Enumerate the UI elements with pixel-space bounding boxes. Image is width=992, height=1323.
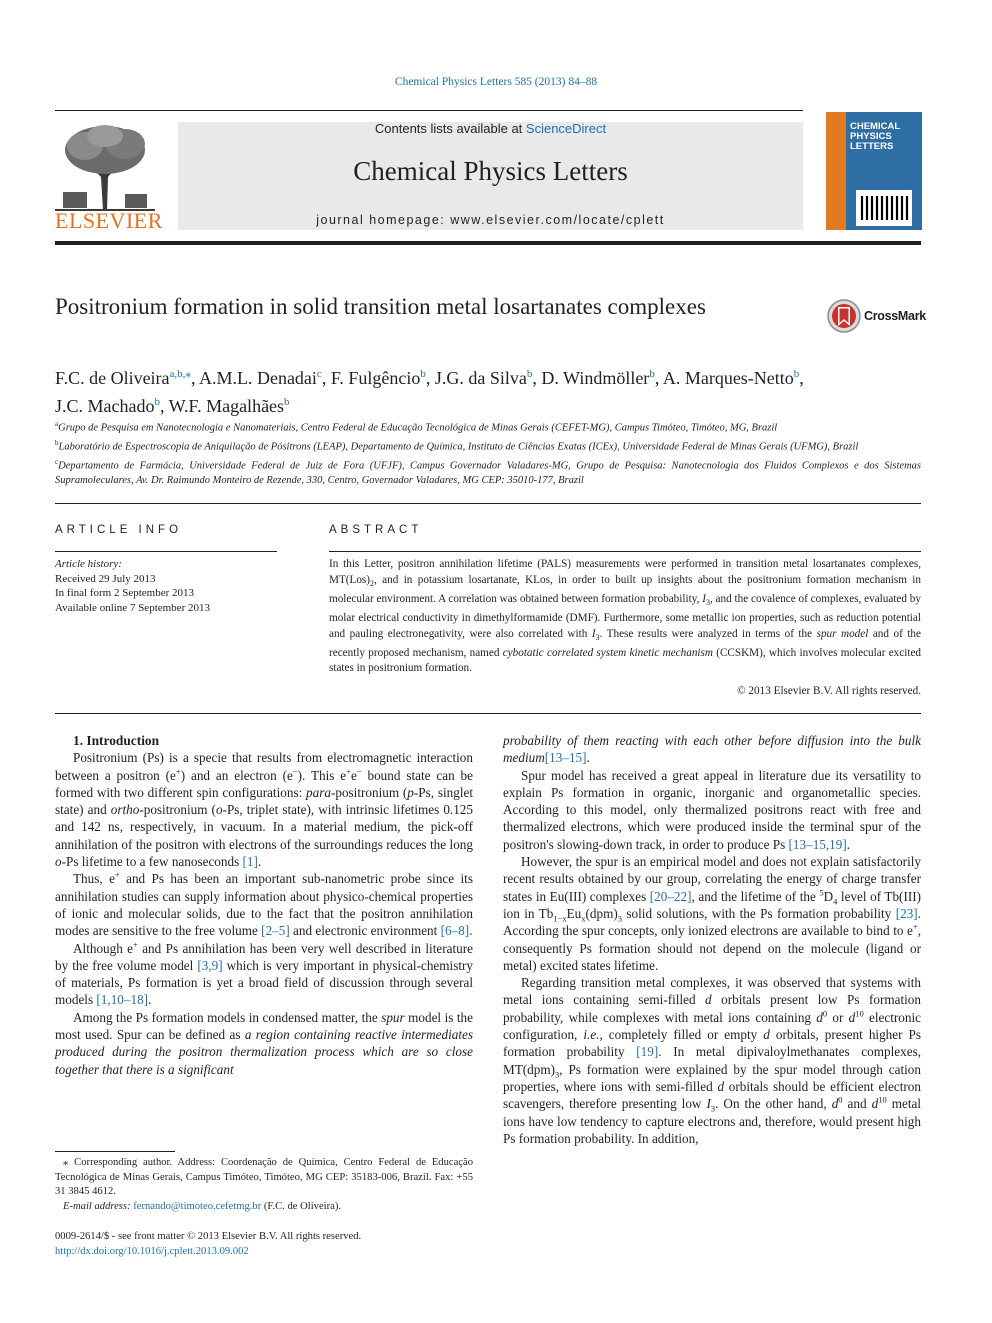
reference-link[interactable]: [23] xyxy=(895,905,918,921)
abstract-bottom-rule xyxy=(55,713,921,714)
author-affil-marker[interactable]: b xyxy=(793,368,800,380)
contents-prefix: Contents lists available at xyxy=(374,121,526,136)
author-affil-marker[interactable]: c xyxy=(316,368,322,380)
article-history xyxy=(55,557,277,615)
reference-link[interactable]: [13–15,19] xyxy=(788,836,847,852)
footnote-address: ⁎ Corresponding author. Address: Coordenação de Química, Centro Federal de Educação Tecnológica de Minas Gerais, Campus Timóteo, Timóteo, MG CEP: 35183-006, Brazil. Fax: +55 31 3845 4612. xyxy=(55,1157,473,1197)
header-thick-rule xyxy=(55,241,921,245)
body-paragraph: Thus, e+ and Ps has been an important sub-nanometric probe since its annihilation studies can supply information about physico-chemical properties of ionic and molecular solids, due to the fact that the positron annihilation modes are sensitive to the free volume [2–5] and electronic environment [6–8]. xyxy=(55,869,473,939)
reference-link[interactable]: [3,9] xyxy=(197,957,223,973)
author-affil-marker[interactable]: b xyxy=(284,396,290,408)
reference-link[interactable]: [19] xyxy=(636,1044,659,1060)
author: F. Fulgêncio$^b$, xyxy=(330,368,435,388)
journal-title: Chemical Physics Letters xyxy=(353,156,628,186)
abstract-heading: ABSTRACT xyxy=(329,524,423,536)
cover-graphic xyxy=(856,190,912,226)
front-matter-info xyxy=(55,1230,555,1259)
article-info-heading: ARTICLE INFO xyxy=(55,524,183,536)
author-affil-marker[interactable]: a,b,⁎ xyxy=(169,368,191,380)
affiliation-c: $^c$Departamento de Farmácia, Universidade Federal de Juiz de Fora (UFJF), Campus Governador Valadares-MG, Grupo de Pesquisa: Nanotecnologia dos Fluidos Complexos e dos Sistemas Supramoleculares, Av. Dr. Raimundo Monteiro de Rezende, 330, Centro, Governador Valadares, MG CEP: 35010-177, Brazil xyxy=(55,458,921,486)
affiliations xyxy=(55,417,921,489)
body-paragraph: However, the spur is an empirical model and does not explain satisfactorily recent results obtained by our group, correlating the energy of charge transfer states in Eu(III) complexes [20–22], and the lifetime of the $^5D_4$ level of Tb(III) ion in $Tb_{1-x}Eu_x(dpm)_3$ solid solutions, with the Ps formation probability [23]. According the spur concepts, only ionized electrons are available to bind to e+, consequently Ps formation should not depend on the molecule (ligand or metal) excited states lifetime. xyxy=(503,854,922,973)
author: W.F. Magalhães$^b$ xyxy=(168,396,290,416)
body-paragraph: Among the Ps formation models in condensed matter, the spur model is the most used. Spur can be defined as a region containing reactive intermediates produced during the positron thermalization process which are so close together that there is a significant xyxy=(55,1009,473,1077)
footnote-email: E-mail address: fernando@timoteo.cefetmg.br (F.C. de Oliveira). xyxy=(63,1200,342,1212)
section-heading-introduction: 1. Introduction xyxy=(73,733,160,748)
author: J.C. Machado$^b$, xyxy=(55,396,169,416)
body-paragraph: Regarding transition metal complexes, it was observed that systems with metal ions containing semi-filled d orbitals present low Ps formation probability, while complexes with metal ions containing $d^0$ or $d^{10}$ electronic configuration, i.e., completely filled or empty d orbitals, present higher Ps formation probability [19]. In metal dipivaloylmethanates complexes, $MT(dpm)_3$, Ps formation were explained by the spur model through cation properties, where ions with semi-filled d orbitals should be efficient electron scavengers, therefore presenting low $I_3$. On the other hand, $d^0$ and $d^{10}$ metal ions have low tendency to capture electrons and, therefore, would present high Ps formation probability. In addition, xyxy=(503,975,922,1146)
reference-link[interactable]: [20–22] xyxy=(649,888,692,904)
author-affil-marker[interactable]: b xyxy=(420,368,426,380)
author: J.G. da Silva$^b$, xyxy=(434,368,542,388)
body-paragraph: probability of them reacting with each other before diffusion into the bulk medium[13–15]. xyxy=(503,733,921,766)
sciencedirect-link[interactable]: ScienceDirect xyxy=(525,121,607,136)
article-info-rule xyxy=(55,551,277,552)
body-column-right xyxy=(503,732,921,1147)
abstract-body: In this Letter, positron annihilation lifetime (PALS) measurements were performed in transition metal losartanates complexes, $MT(Los)_2$, and in potassium losartanate, KLos, in order to built up insights about the positronium formation mechanism in molecular environment. A correlation was obtained between formation probability, $I_3$, and the covalence of complexes, evaluated by molar electrical conductivity in dimethylformamide (DMF). Furthermore, some metallic ion properties, such as reduction potential and pauling electronegativity, were also correlated with $I_3$. These results were analyzed in terms of the spur model and of the recently proposed mechanism, named cybotatic correlated system kinetic mechanism (CCSKM), which involves molecular excited states in positronium formation. xyxy=(329,558,922,675)
reference-link[interactable]: [2–5] xyxy=(261,923,290,939)
crossmark-label[interactable]: CrossMark xyxy=(864,309,926,323)
header-rule xyxy=(55,110,803,111)
author-affil-marker[interactable]: b xyxy=(154,396,160,408)
journal-citation[interactable]: Chemical Physics Letters 585 (2013) 84–88 xyxy=(394,76,598,88)
elsevier-wordmark: ELSEVIER xyxy=(55,208,163,233)
corresponding-author-footnote xyxy=(55,1156,473,1214)
body-paragraph: Positronium (Ps) is a specie that results from electromagnetic interaction between a positron (e+) and an electron (e−). This e+e− bound state can be formed with two different spin configurations: para-positronium (p-Ps, singlet state) and ortho-positronium (o-Ps, triplet state), with intrinsic lifetimes 0.125 and 142 ns, respectively, in vacuum. In a material medium, the pick-off annihilation of the positron with electrons of the surroundings reduces the long o-Ps lifetime to a few nanoseconds [1]. xyxy=(55,750,474,870)
affiliation-b: $^b$Laboratório de Espectroscopia de Aniquilação de Pósitrons (LEAP), Departamento de Química, Instituto de Ciências Exatas (ICEx), Universidade Federal de Minas Gerais (UFMG), Brazil xyxy=(55,439,859,453)
affiliation-a: $^a$Grupo de Pesquisa em Nanotecnologia e Nanomateriais, Centro Federal de Educação Tecnológica de Minas Gerais (CEFET-MG), Campus Timóteo, Timóteo, MG, Brazil xyxy=(55,420,778,434)
reference-link[interactable]: [6–8] xyxy=(440,923,470,939)
author: A. Marques-Netto$^b$, xyxy=(662,368,804,388)
history-label: Article history: xyxy=(55,558,122,570)
journal-cover-image xyxy=(826,112,922,230)
body-paragraph: Although e+ and Ps annihilation has been very well described in literature by the free volume model [3,9] which is very important in physical-chemistry of materials, Ps formation is yet a broad field of discussion through several models [1,10–18]. xyxy=(55,939,473,1008)
affiliation-rule xyxy=(55,503,921,504)
doi-link[interactable]: http://dx.doi.org/10.1016/j.cplett.2013.09.002 xyxy=(55,1245,249,1257)
reference-link[interactable]: [1] xyxy=(242,854,258,870)
author-affil-marker[interactable]: b xyxy=(526,368,533,380)
abstract-copyright: © 2013 Elsevier B.V. All rights reserved. xyxy=(737,685,921,697)
email-link[interactable]: fernando@timoteo.cefetmg.br xyxy=(133,1200,262,1212)
article-title: Positronium formation in solid transition metal losartanates complexes xyxy=(55,294,706,319)
reference-link[interactable]: [1,10–18] xyxy=(96,992,149,1008)
crossmark-icon xyxy=(826,298,862,334)
cover-strip xyxy=(826,112,846,230)
contents-line xyxy=(178,121,803,136)
author-list xyxy=(55,362,921,418)
cover-title: CHEMICAL PHYSICS LETTERS xyxy=(850,121,900,152)
footnote-rule xyxy=(55,1151,175,1152)
author: F.C. de Oliveira$^{a,b,⁎}$, xyxy=(55,368,199,388)
issn-line: 0009-2614/$ - see front matter © 2013 Elsevier B.V. All rights reserved. xyxy=(55,1231,362,1242)
abstract-rule xyxy=(329,551,921,552)
online-date: Available online 7 September 2013 xyxy=(55,601,210,614)
author-affil-marker[interactable]: b xyxy=(649,368,655,380)
body-paragraph: Spur model has received a great appeal in literature due its versatility to explain Ps formation in organic, inorganic and organometallic species. According to this model, only thermalized positrons react with free and thermalized electrons, which were produced inside the terminal spur of the positron's slowing-down track, in order to produce Ps [13–15,19]. xyxy=(503,767,921,852)
body-column-left xyxy=(55,732,473,1078)
received-date: Received 29 July 2013 xyxy=(55,572,156,585)
author: A.M.L. Denadai$^c$, xyxy=(198,368,331,388)
author: D. Windmöller$^b$, xyxy=(541,368,663,388)
reference-link[interactable]: [13–15] xyxy=(544,750,587,766)
final-form-date: In final form 2 September 2013 xyxy=(55,587,194,599)
journal-homepage[interactable]: journal homepage: www.elsevier.com/locate/cplett xyxy=(316,213,665,227)
